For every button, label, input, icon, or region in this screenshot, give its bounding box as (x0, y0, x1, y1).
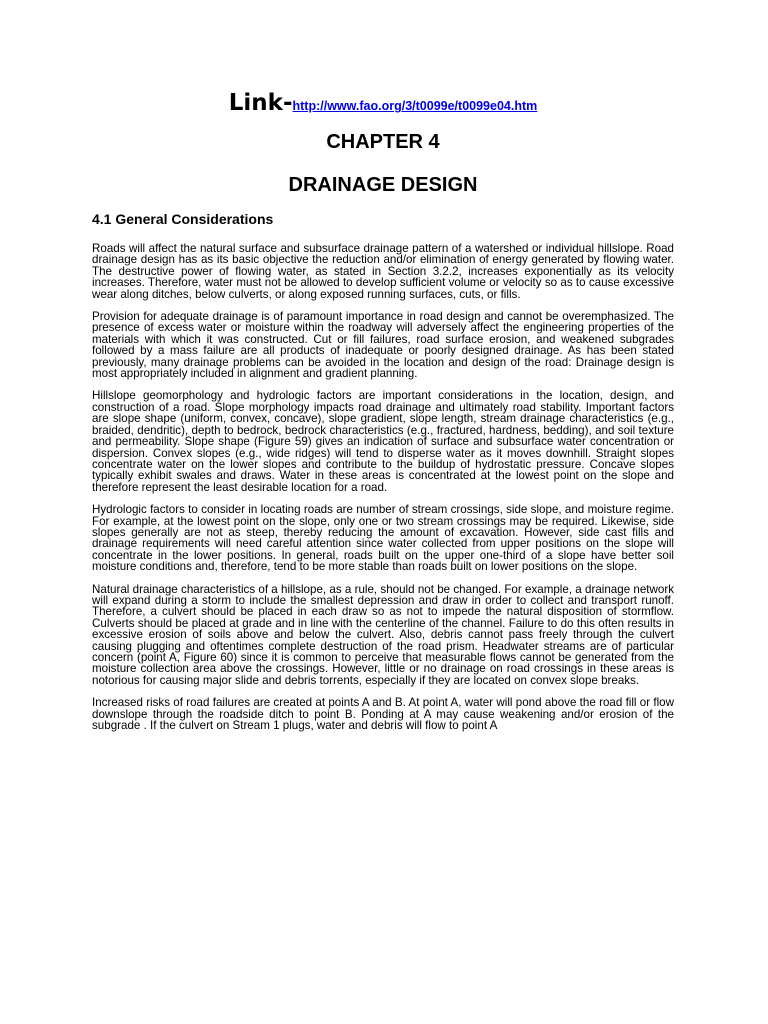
source-url-link[interactable]: http://www.fao.org/3/t0099e/t0099e04.htm (292, 99, 538, 113)
document-page (92, 86, 674, 731)
body-paragraph-6: Increased risks of road failures are created at points A and B. At point A, water will pond above the road fill or flow downslope through the roadside ditch to point B. Ponding at A may cause weakening and/or erosion of the subgrade . If the culvert on Stream 1 plugs, water and debris will flow to point A (92, 696, 674, 733)
body-paragraph-4: Hydrologic factors to consider in locating roads are number of stream crossings, side slope, and moisture regime. For example, at the lowest point on the slope, only one or two stream crossings may be required. Likewise, side slopes generally are not as steep, thereby reducing the amount of excavation. However, side cast fills and drainage requirements will need careful attention since water collected from upper positions on the slope will concentrate in the lower positions. In general, roads built on the upper one-third of a slope have better soil moisture conditions and, therefore, tend to be more stable than roads built on lower positions on the slope. (92, 503, 674, 574)
section-heading: 4.1 General Considerations (92, 211, 274, 227)
body-paragraph-1: Roads will affect the natural surface and subsurface drainage pattern of a watershed or individual hillslope. Road drainage design has as its basic objective the reduction and/or elimination of energy generated by flowing water. The destructive power of flowing water, as stated in Section 3.2.2, increases exponentially as its velocity increases. Therefore, water must not be allowed to develop sufficient volume or velocity so as to cause excessive wear along ditches, below culverts, or along exposed running surfaces, cuts, or fills. (92, 242, 674, 301)
body-paragraph-2: Provision for adequate drainage is of paramount importance in road design and cannot be overemphasized. The presence of excess water or moisture within the roadway will adversely affect the engineering properties of the materials with which it was constructed. Cut or fill failures, road surface erosion, and weakened subgrades followed by a mass failure are all products of inadequate or poorly designed drainage. As has been stated previously, many drainage problems can be avoided in the location and design of the road: Drainage design is most appropriately included in alignment and gradient planning. (92, 310, 674, 381)
source-link-line (92, 86, 674, 120)
link-label: Link- (228, 90, 293, 116)
chapter-number: CHAPTER 4 (326, 131, 440, 153)
chapter-title: DRAINAGE DESIGN (288, 174, 478, 196)
body-paragraph-3: Hillslope geomorphology and hydrologic factors are important considerations in the location, design, and construction of a road. Slope morphology impacts road drainage and ultimately road stability. Important factors are slope shape (uniform, convex, concave), slope gradient, slope length, stream drainage characteristics (e.g., braided, dendritic), depth to bedrock, bedrock characteristics (e.g., fractured, hardness, bedding), and soil texture and permeability. Slope shape (Figure 59) gives an indication of surface and subsurface water concentration or dispersion. Convex slopes (e.g., wide ridges) will tend to disperse water as it moves downhill. Straight slopes concentrate water on the lower slopes and contribute to the buildup of hydrostatic pressure. Concave slopes typically exhibit swales and draws. Water in these areas is concentrated at the lowest point on the slope and therefore represent the least desirable location for a road. (92, 389, 674, 494)
body-paragraph-5: Natural drainage characteristics of a hillslope, as a rule, should not be changed. For example, a drainage network will expand during a storm to include the smallest depression and draw in order to collect and transport runoff. Therefore, a culvert should be placed in each draw so as not to impede the natural disposition of stormflow. Culverts should be placed at grade and in line with the centerline of the channel. Failure to do this often results in excessive erosion of soils above and below the culvert. Also, debris cannot pass freely through the culvert causing plugging and oftentimes complete destruction of the road prism. Headwater streams are of particular concern (point A, Figure 60) since it is common to perceive that measurable flows cannot be generated from the moisture collection area above the crossings. However, little or no drainage on road crossings in these areas is notorious for causing major slide and debris torrents, especially if they are located on convex slope breaks. (92, 582, 674, 687)
